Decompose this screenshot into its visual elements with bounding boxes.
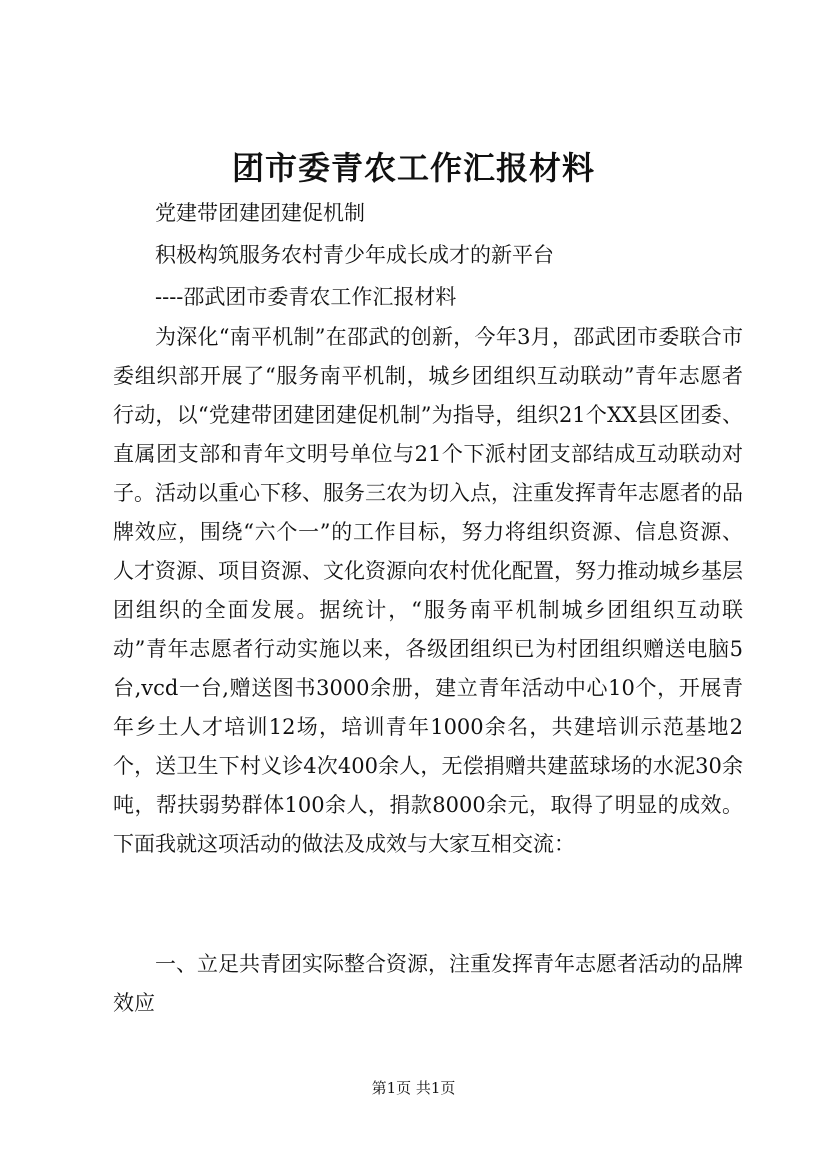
page-number-footer: 第1页 共1页 <box>371 1079 456 1097</box>
body-paragraph-1: 为深化“南平机制”在邵武的创新，今年3月，邵武团市委联合市委组织部开展了“服务南平机制，城乡团组织互动联动”青年志愿者行动，以“党建带团建团建促机制”为指导，组织21个XX县区团委、直属团支部和青年文明号单位与21个下派村团支部结成互动联动对子。活动以重心下移、服务三农为切入点，注重发挥青年志愿者的品牌效应，围绕“六个一”的工作目标，努力将组织资源、信息资源、人才资源、项目资源、文化资源向农村优化配置，努力推动城乡基层团组织的全面发展。据统计，“服务南平机制城乡团组织互动联动”青年志愿者行动实施以来，各级团组织已为村团组织赠送电脑5台,vcd一台,赠送图书3000余册，建立青年活动中心10个，开展青年乡土人才培训12场，培训青年1000余名，共建培训示范基地2个，送卫生下村义诊4次400余人，无偿捐赠共建蓝球场的水泥30余吨，帮扶弱势群体100余人，捐款8000余元，取得了明显的成效。下面我就这项活动的做法及成效与大家互相交流： <box>113 325 743 856</box>
subtitle-line-3: ----邵武团市委青农工作汇报材料 <box>155 285 457 309</box>
subtitle-line-2: 积极构筑服务农村青少年成长成才的新平台 <box>155 243 554 267</box>
document-title: 团市委青农工作汇报材料 <box>231 149 595 187</box>
section-heading-1: 一、立足共青团实际整合资源，注重发挥青年志愿者活动的品牌效应 <box>113 952 743 1015</box>
subtitle-line-1: 党建带团建团建促机制 <box>155 201 365 225</box>
